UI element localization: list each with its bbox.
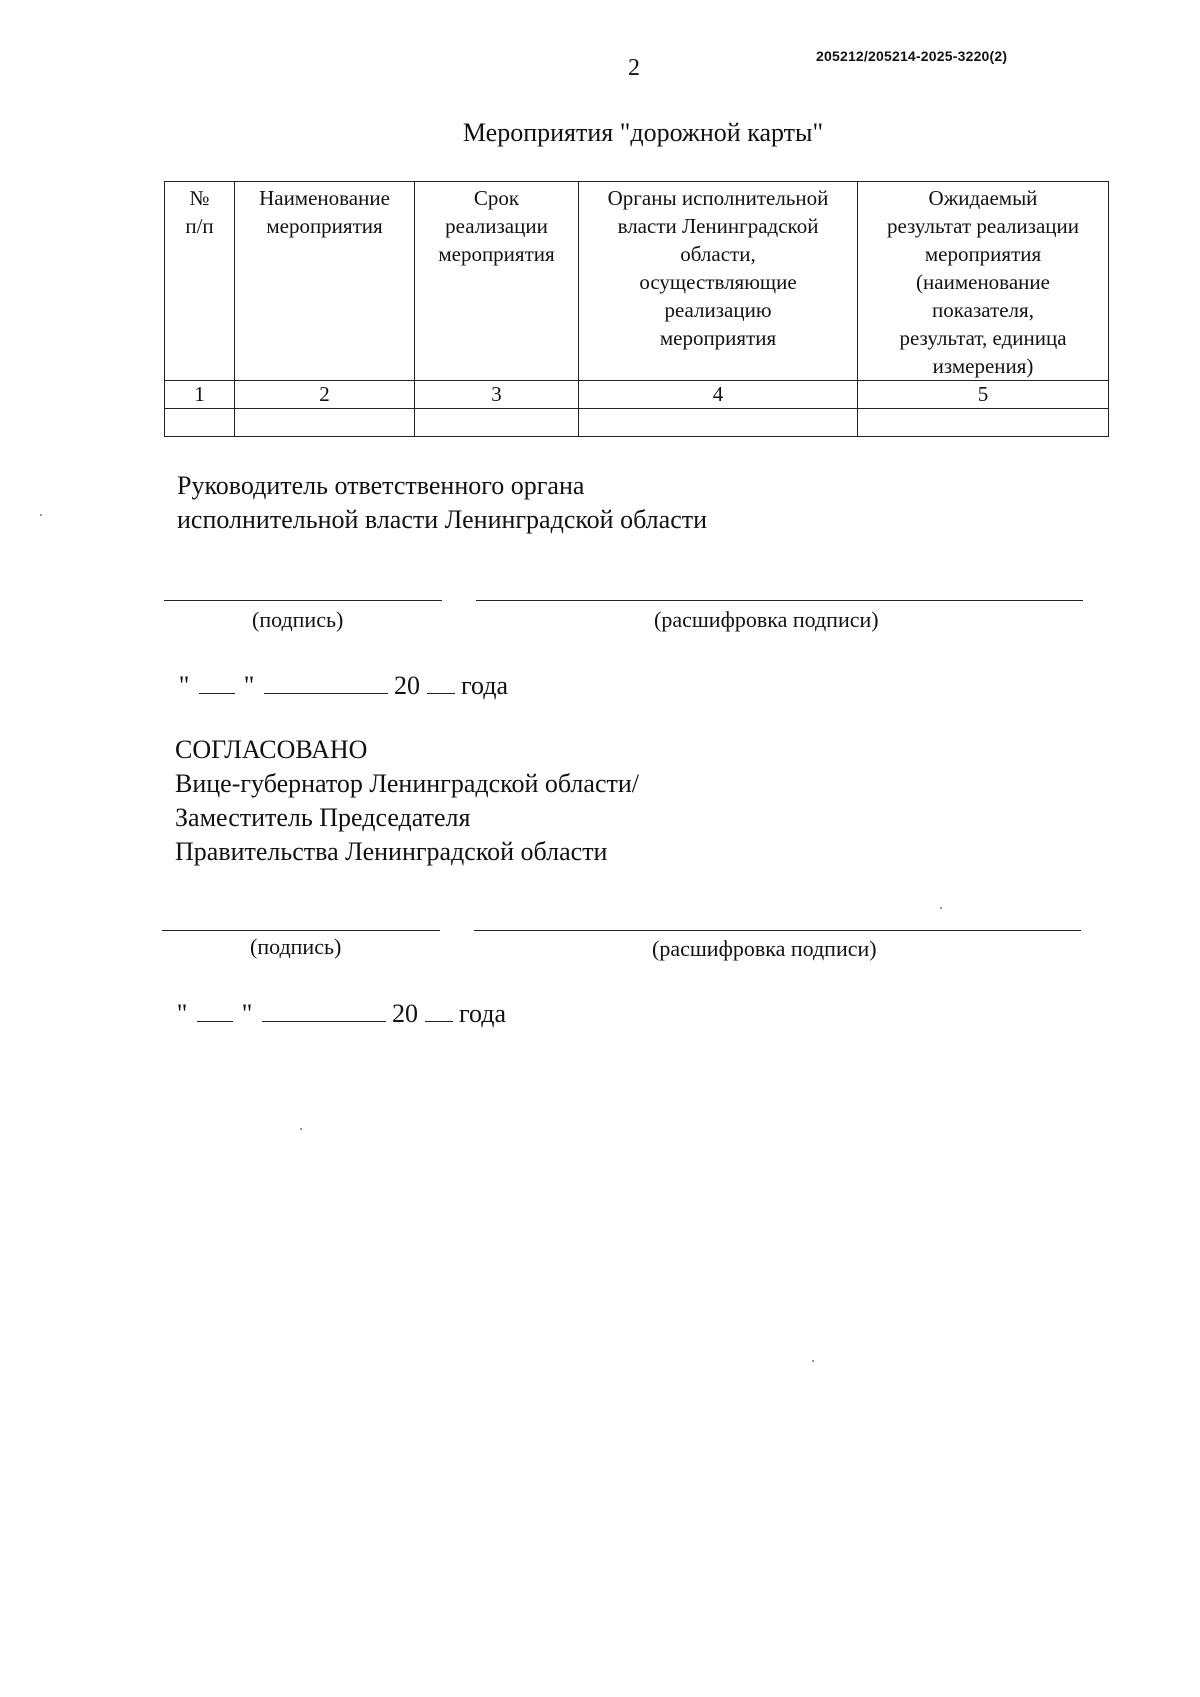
day-blank xyxy=(199,671,235,694)
header-line: измерения) xyxy=(932,354,1034,378)
table-title: Мероприятия "дорожной карты" xyxy=(462,118,824,147)
date-close-quote: " xyxy=(243,671,255,700)
day-blank xyxy=(197,999,233,1022)
column-number-cell: 4 xyxy=(579,381,858,409)
agreed-line: Заместитель Председателя xyxy=(175,803,471,832)
header-line: области, xyxy=(680,242,756,266)
agreed-block xyxy=(175,733,639,869)
scan-speck xyxy=(812,1360,814,1362)
signature-decode-line xyxy=(474,930,1081,931)
header-cell-expected-result xyxy=(858,182,1109,381)
empty-cell xyxy=(235,409,415,437)
header-line: мероприятия xyxy=(924,242,1042,266)
agreed-line: Правительства Ленинградской области xyxy=(175,837,608,866)
column-number-row xyxy=(165,381,1109,409)
header-line: власти Ленинградской xyxy=(617,214,819,238)
header-line: мероприятия xyxy=(659,326,777,350)
signature-caption: (подпись) xyxy=(250,934,342,959)
signature-line xyxy=(162,930,440,931)
header-line: реализацию xyxy=(664,298,772,322)
column-number-cell: 3 xyxy=(415,381,579,409)
header-line: мероприятия xyxy=(266,214,383,238)
year-suffix: года xyxy=(459,999,507,1028)
date-open-quote: " xyxy=(176,999,188,1028)
date-close-quote: " xyxy=(241,999,253,1028)
header-line: осуществляющие xyxy=(639,270,797,294)
column-number-cell: 2 xyxy=(235,381,415,409)
header-line: п/п xyxy=(185,214,214,238)
header-line: показателя, xyxy=(932,298,1034,322)
signature-decode-caption: (расшифровка подписи) xyxy=(654,607,879,632)
empty-cell xyxy=(858,409,1109,437)
year-prefix: 20 xyxy=(394,671,420,700)
header-line: (наименование xyxy=(916,270,1050,294)
header-line: реализации xyxy=(445,214,548,238)
page-number: 2 xyxy=(628,55,640,81)
year-suffix: года xyxy=(461,671,509,700)
header-line: № xyxy=(189,186,210,210)
signature-caption: (подпись) xyxy=(252,607,344,632)
year-blank xyxy=(425,999,453,1022)
header-line: Наименование xyxy=(259,186,390,210)
header-cell-name xyxy=(235,182,415,381)
header-line: результат, единица xyxy=(899,326,1067,350)
month-blank xyxy=(264,671,388,694)
header-line: Срок xyxy=(473,186,520,210)
empty-cell xyxy=(165,409,235,437)
date-line xyxy=(174,999,506,1029)
header-cell-number xyxy=(165,182,235,381)
column-number-cell: 1 xyxy=(165,381,235,409)
agreed-heading: СОГЛАСОВАНО xyxy=(175,735,368,764)
signature-line xyxy=(164,600,442,601)
signature-decode-caption: (расшифровка подписи) xyxy=(652,936,877,961)
roadmap-table xyxy=(164,181,1109,437)
heading-line: исполнительной власти Ленинградской области xyxy=(177,505,708,534)
column-number-cell: 5 xyxy=(858,381,1109,409)
year-prefix: 20 xyxy=(392,999,418,1028)
table-header-row xyxy=(165,182,1109,381)
empty-cell xyxy=(415,409,579,437)
empty-table-row xyxy=(165,409,1109,437)
agreed-line: Вице-губернатор Ленинградской области/ xyxy=(175,769,639,798)
header-cell-authorities xyxy=(579,182,858,381)
empty-cell xyxy=(579,409,858,437)
date-open-quote: " xyxy=(178,671,190,700)
scan-speck xyxy=(300,1128,302,1130)
scan-speck xyxy=(940,907,942,909)
date-line xyxy=(176,671,508,701)
header-line: Ожидаемый xyxy=(928,186,1038,210)
heading-line: Руководитель ответственного органа xyxy=(177,471,585,500)
document-registration-code: 205212/205214-2025-3220(2) xyxy=(816,48,1008,64)
month-blank xyxy=(262,999,386,1022)
header-line: результат реализации xyxy=(886,214,1080,238)
header-cell-term xyxy=(415,182,579,381)
signature-decode-line xyxy=(476,600,1083,601)
scan-speck xyxy=(40,514,42,516)
responsible-head-title xyxy=(177,469,707,537)
year-blank xyxy=(427,671,455,694)
header-line: Органы исполнительной xyxy=(607,186,829,210)
header-line: мероприятия xyxy=(438,242,555,266)
